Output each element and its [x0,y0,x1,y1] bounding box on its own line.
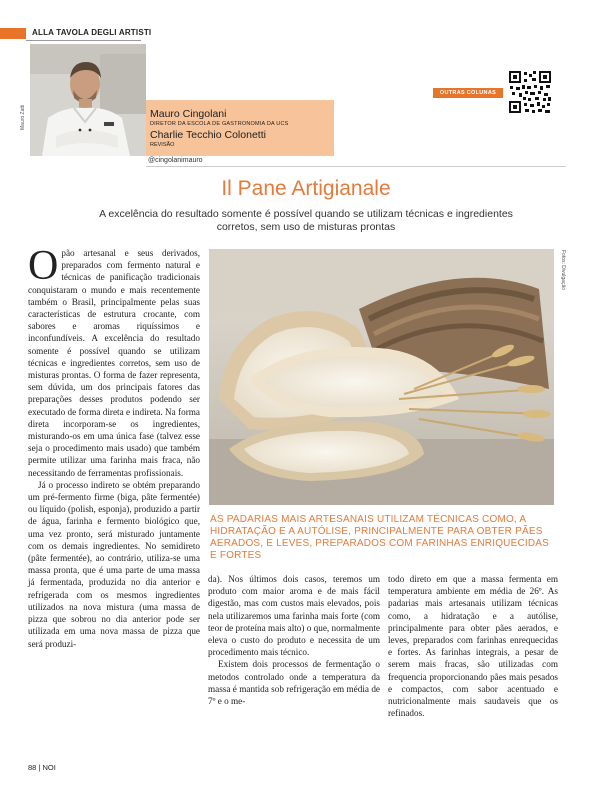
reviewer-name: Charlie Tecchio Colonetti [150,129,266,141]
section-label: ALLA TAVOLA DEGLI ARTISTI [32,28,152,37]
drop-cap: O [28,243,59,289]
page-footer: 88 | NOI [28,763,56,772]
author-photo [30,44,146,156]
section-accent-bar [0,28,26,39]
article-title: Il Pane Artigianale [221,177,391,200]
paragraph: da). Nos últimos dois casos, teremos um produto com maior aroma e de mais fácil digestão, mas com custos mais elevados, pois nela utilizaremos uma farinha mais forte (com teor de proteína mais alto) o que, normalmente eleva o custo do produto e necessita de um procedimento mais técnico. [208,574,380,658]
photo-caption: AS PADARIAS MAIS ARTESANAIS UTILIZAM TÉCNICAS COMO, A HIDRATAÇÃO E A AUTÓLISE, PRINCIPALMENTE PARA OBTER PÃES AERADOS, E LEVES, PREPARADOS COM FARINHAS ENRIQUECIDAS E FORTES [210,514,550,561]
paragraph: Existem dois processos de fermentação o metodos controlado onde a temperatura da massa é mantida sob refrigeração em média de 7º e o me- [208,659,380,707]
bread-photo [209,249,554,505]
photo-credit: Fotos: Divulgação [560,250,566,291]
author-name: Mauro Cingolani [150,108,227,120]
header-divider [26,40,141,41]
reviewer-role: REVISÃO [150,142,175,148]
article-subtitle: A excelência do resultado somente é possível quando se utilizam técnicas e ingredientes corretos, sem uso de misturas prontas [99,208,513,233]
paragraph-text: pão artesanal e seus derivados, preparados com fermento natural e técnicas de panificação tradicionais conquistaram o mundo e mais recentemente também o Brasil, principalmente pelas suas características de estrutura crocante, com sabores e aromas riquíssimos e inconfundíveis. A excelência do resultado somente é possível quando se utilizam técnicas e ingredientes corretos, sem uso de misturas prontas. O forma de fazer representa, sem dúvida, um dos principais fatores das preparações desses produtos podendo ser executado de forma direta e indireta. Na forma direta incorporam-se os ingredientes, misturando-os em uma única fase (talvez esse seja o procedimento mais usado) que também permite utilizar uma farinha mais fraca, não necessitando de ferramentas profissionais. [28,248,200,478]
qr-code-icon[interactable] [508,70,552,114]
paragraph: todo direto em que a massa fermenta em temperatura ambiente em média de 26º. As padarias mais artesanais utilizam técnicas como, a hidratação e a autólise, principalmente para obter pães aerados, e leves, preparados com farinhas enrequecidas e fortes. As farinhas integrais, a pesar de serem mais fracas, são utilizadas com frequencia proporcionando pães mais pesados e compactos, com sabor acentuado e nutricionalmente mais saudaveis que os refinados. [388,574,558,719]
social-handle[interactable]: @cingolanimauro [148,157,203,164]
author-photo-credit: Mauro Zatti [20,104,26,130]
author-role: DIRETOR DA ESCOLA DE GASTRONOMIA DA UCS [150,121,289,127]
header-bottom-divider [146,166,566,167]
body-column-2 [208,573,380,707]
body-column-3 [388,573,558,719]
paragraph [28,243,200,479]
outras-colunas-button[interactable]: OUTRAS COLUNAS [433,88,503,98]
paragraph: Já o processo indireto se obtém preparando um pré-fermento firme (biga, pâte fermentée) ou líquido (polish, esponja), produzido a partir de água, farinha e fermento biológico que, uma vez pronto, será misturado juntamente com os demais ingredientes. No semidireto (pâte fermentée), ao contrário, utiliza-se uma massa pronta, que é uma parte de uma massa já fermentada, produzida no dia anterior e refrigerada com os mesmos ingredientes utilizados na nova mistura (uma massa de pizza que sobrou no dia anterior pode ser utilizada em uma nova massa de pizza que será produzi- [28,479,200,649]
body-column-1 [28,243,200,650]
